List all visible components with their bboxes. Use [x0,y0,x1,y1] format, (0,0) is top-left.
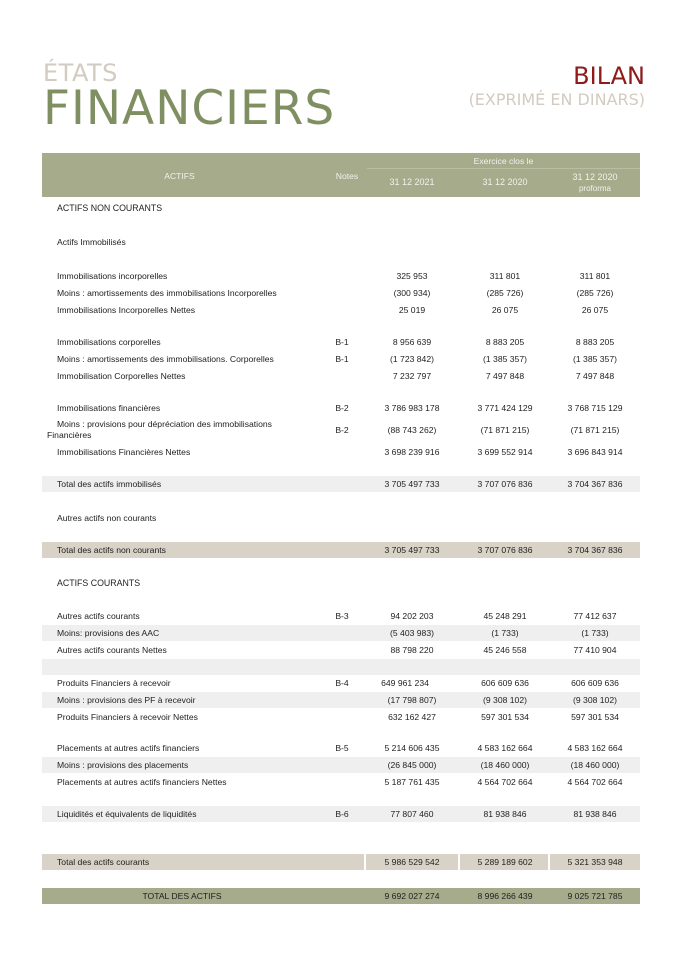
row-label: Immobilisations financières [57,403,161,413]
row-label: Autres actifs courants [57,611,140,621]
row-label: Produits Financiers à recevoir Nettes [57,712,198,722]
currency-unit: (EXPRIMÉ EN DINARS) [468,90,645,109]
value-2020-proforma: 81 938 846 [573,809,617,819]
row-label: Moins : provisions des PF à recevoir [57,695,196,705]
value-2020: 597 301 534 [481,712,529,722]
row-note: B-5 [335,743,349,753]
value-2020: 7 497 848 [485,371,525,381]
value-2021: 649 961 234 [381,678,429,688]
table-row [42,444,640,460]
value-2021: (5 403 983) [390,628,434,638]
row-label: TOTAL DES ACTIFS [142,891,222,901]
table-row [42,268,640,284]
table-row [42,302,640,318]
value-2021: 5 187 761 435 [384,777,440,787]
value-2020: (1 385 357) [483,354,527,364]
value-2020: (71 871 215) [480,425,530,435]
value-2021: (300 934) [393,288,431,298]
value-2020: 8 883 205 [485,337,525,347]
value-2020-proforma: 597 301 534 [571,712,619,722]
row-label: Moins : amortissements des immobilisations Incorporelles [57,288,277,298]
table-row [42,625,640,641]
value-2021: 3 705 497 733 [384,479,440,489]
row-label: Total des actifs immobilisés [57,479,162,489]
value-2021: 325 953 [396,271,428,281]
value-2021: (88 743 262) [387,425,437,435]
row-label: Placements at autres actifs financiers Nettes [57,777,227,787]
value-2021: (26 845 000) [387,760,437,770]
row-label: Immobilisation Corporelles Nettes [57,371,186,381]
value-2020-proforma: 3 704 367 836 [567,545,623,555]
table-row [42,692,640,708]
header-divider [367,168,640,169]
value-2020: (285 726) [486,288,524,298]
table-row [42,675,640,691]
value-2020: 311 801 [489,271,521,281]
statement-title [469,62,645,110]
balance-sheet-table [42,153,640,901]
value-2020: (18 460 000) [480,760,530,770]
table-row [42,368,640,384]
spacer-band [42,659,640,675]
table-row [42,510,640,526]
row-label: ACTIFS NON COURANTS [57,203,163,213]
value-2020-proforma: (285 726) [576,288,614,298]
value-2020-proforma: 7 497 848 [575,371,615,381]
value-2021: (1 723 842) [390,354,434,364]
row-label: Actifs Immobilisés [57,237,126,247]
value-2020-proforma: 3 696 843 914 [567,447,623,457]
value-2021: 9 692 027 274 [384,891,440,901]
value-2020-proforma: 311 801 [579,271,611,281]
value-2020: (1 733) [491,628,519,638]
value-2021: 632 162 427 [388,712,436,722]
value-2020-proforma: 26 075 [581,305,609,315]
row-label: Autres actifs courants Nettes [57,645,167,655]
value-2021: 94 202 203 [390,611,434,621]
value-2021: 7 232 797 [392,371,432,381]
col-header-notes: Notes [335,171,359,181]
value-2021: 3 698 239 916 [384,447,440,457]
row-label: Immobilisations Incorporelles Nettes [57,305,196,315]
total-row [42,854,640,870]
value-2020-proforma: (9 308 102) [573,695,617,705]
table-row [42,351,640,367]
row-note: B-2 [335,403,349,413]
row-label: ACTIFS COURANTS [57,578,141,588]
value-2020: 4 564 702 664 [477,777,533,787]
table-row [42,334,640,350]
value-2020: 3 707 076 836 [477,479,533,489]
table-row [42,757,640,773]
row-label: Immobilisations corporelles [57,337,161,347]
row-label: Placements at autres actifs financiers [57,743,200,753]
value-2020-proforma: 4 583 162 664 [567,743,623,753]
table-row [42,400,640,416]
value-2020: 81 938 846 [483,809,527,819]
row-note: B-1 [335,337,349,347]
value-2020-proforma: 77 410 904 [573,645,617,655]
column-separator [364,854,366,870]
value-2020-proforma: (71 871 215) [570,425,620,435]
col-header-proforma-label: proforma [578,184,611,193]
table-row [42,774,640,790]
row-label: Produits Financiers à recevoir [57,678,171,688]
row-note: B-4 [335,678,349,688]
value-2020: 26 075 [491,305,519,315]
value-2020: 3 707 076 836 [477,545,533,555]
value-2020-proforma: (1 385 357) [573,354,617,364]
value-2020-proforma: (18 460 000) [570,760,620,770]
table-row [42,608,640,624]
section-header [42,200,640,216]
value-2020-proforma: 5 321 353 948 [567,857,623,867]
value-2020: 3 699 552 914 [477,447,533,457]
row-note: B-2 [335,425,349,435]
table-header [42,153,640,197]
total-row [42,542,640,558]
value-2021: 5 214 606 435 [384,743,440,753]
value-2021: 3 786 983 178 [384,403,440,413]
value-2020-proforma: 77 412 637 [573,611,617,621]
section-header [42,575,640,591]
row-label: Immobilisations Financières Nettes [57,447,191,457]
value-2020-proforma: 8 883 205 [575,337,615,347]
col-header-2021: 31 12 2021 [389,177,435,187]
value-2021: 3 705 497 733 [384,545,440,555]
col-header-2020-proforma-date: 31 12 2020 [572,172,618,182]
table-row [42,642,640,658]
value-2020: (9 308 102) [483,695,527,705]
col-header-2020-proforma [550,172,640,194]
value-2020: 8 996 266 439 [477,891,533,901]
value-2020-proforma: 9 025 721 785 [567,891,623,901]
grand-total-row [42,888,640,904]
row-label: Moins : amortissements des immobilisations. Corporelles [57,354,274,364]
row-label: Liquidités et équivalents de liquidités [57,809,197,819]
table-row [42,806,640,822]
value-2020: 45 246 558 [483,645,527,655]
value-2020: 3 771 424 129 [477,403,533,413]
value-2020-proforma: (1 733) [581,628,609,638]
value-2021: 77 807 460 [390,809,434,819]
col-header-2020: 31 12 2020 [482,177,528,187]
value-2021: 5 986 529 542 [384,857,440,867]
table-row [42,285,640,301]
row-label: Total des actifs non courants [57,545,166,555]
table-row [42,740,640,756]
value-2020: 606 609 636 [481,678,529,688]
row-label: Total des actifs courants [57,857,150,867]
subsection-header [42,234,640,250]
row-note: B-3 [335,611,349,621]
value-2020-proforma: 3 704 367 836 [567,479,623,489]
col-header-exercice: Exercice clos le [473,156,534,166]
subtotal-row [42,476,640,492]
row-label: Moins : provisions des placements [57,760,189,770]
value-2021: (17 798 807) [387,695,437,705]
row-label: Autres actifs non courants [57,513,157,523]
row-label: Moins : provisions pour dépréciation des immobilisations Financières [47,419,272,440]
table-row [42,709,640,725]
row-label: Immobilisations incorporelles [57,271,168,281]
bilan-title: BILAN [573,62,645,90]
value-2021: 25 019 [398,305,426,315]
value-2020: 4 583 162 664 [477,743,533,753]
value-2020: 5 289 189 602 [477,857,533,867]
report-title [43,60,335,134]
title-financiers: FINANCIERS [43,81,336,136]
value-2020-proforma: 3 768 715 129 [567,403,623,413]
value-2020-proforma: 606 609 636 [571,678,619,688]
value-2021: 88 798 220 [390,645,434,655]
row-note: B-1 [335,354,349,364]
col-header-actifs: ACTIFS [164,171,195,181]
title-etats: ÉTATS [43,59,118,87]
row-note: B-6 [335,809,349,819]
value-2021: 8 956 639 [392,337,432,347]
table-row [42,417,640,443]
value-2020: 45 248 291 [483,611,527,621]
row-label: Moins: provisions des AAC [57,628,160,638]
value-2020-proforma: 4 564 702 664 [567,777,623,787]
